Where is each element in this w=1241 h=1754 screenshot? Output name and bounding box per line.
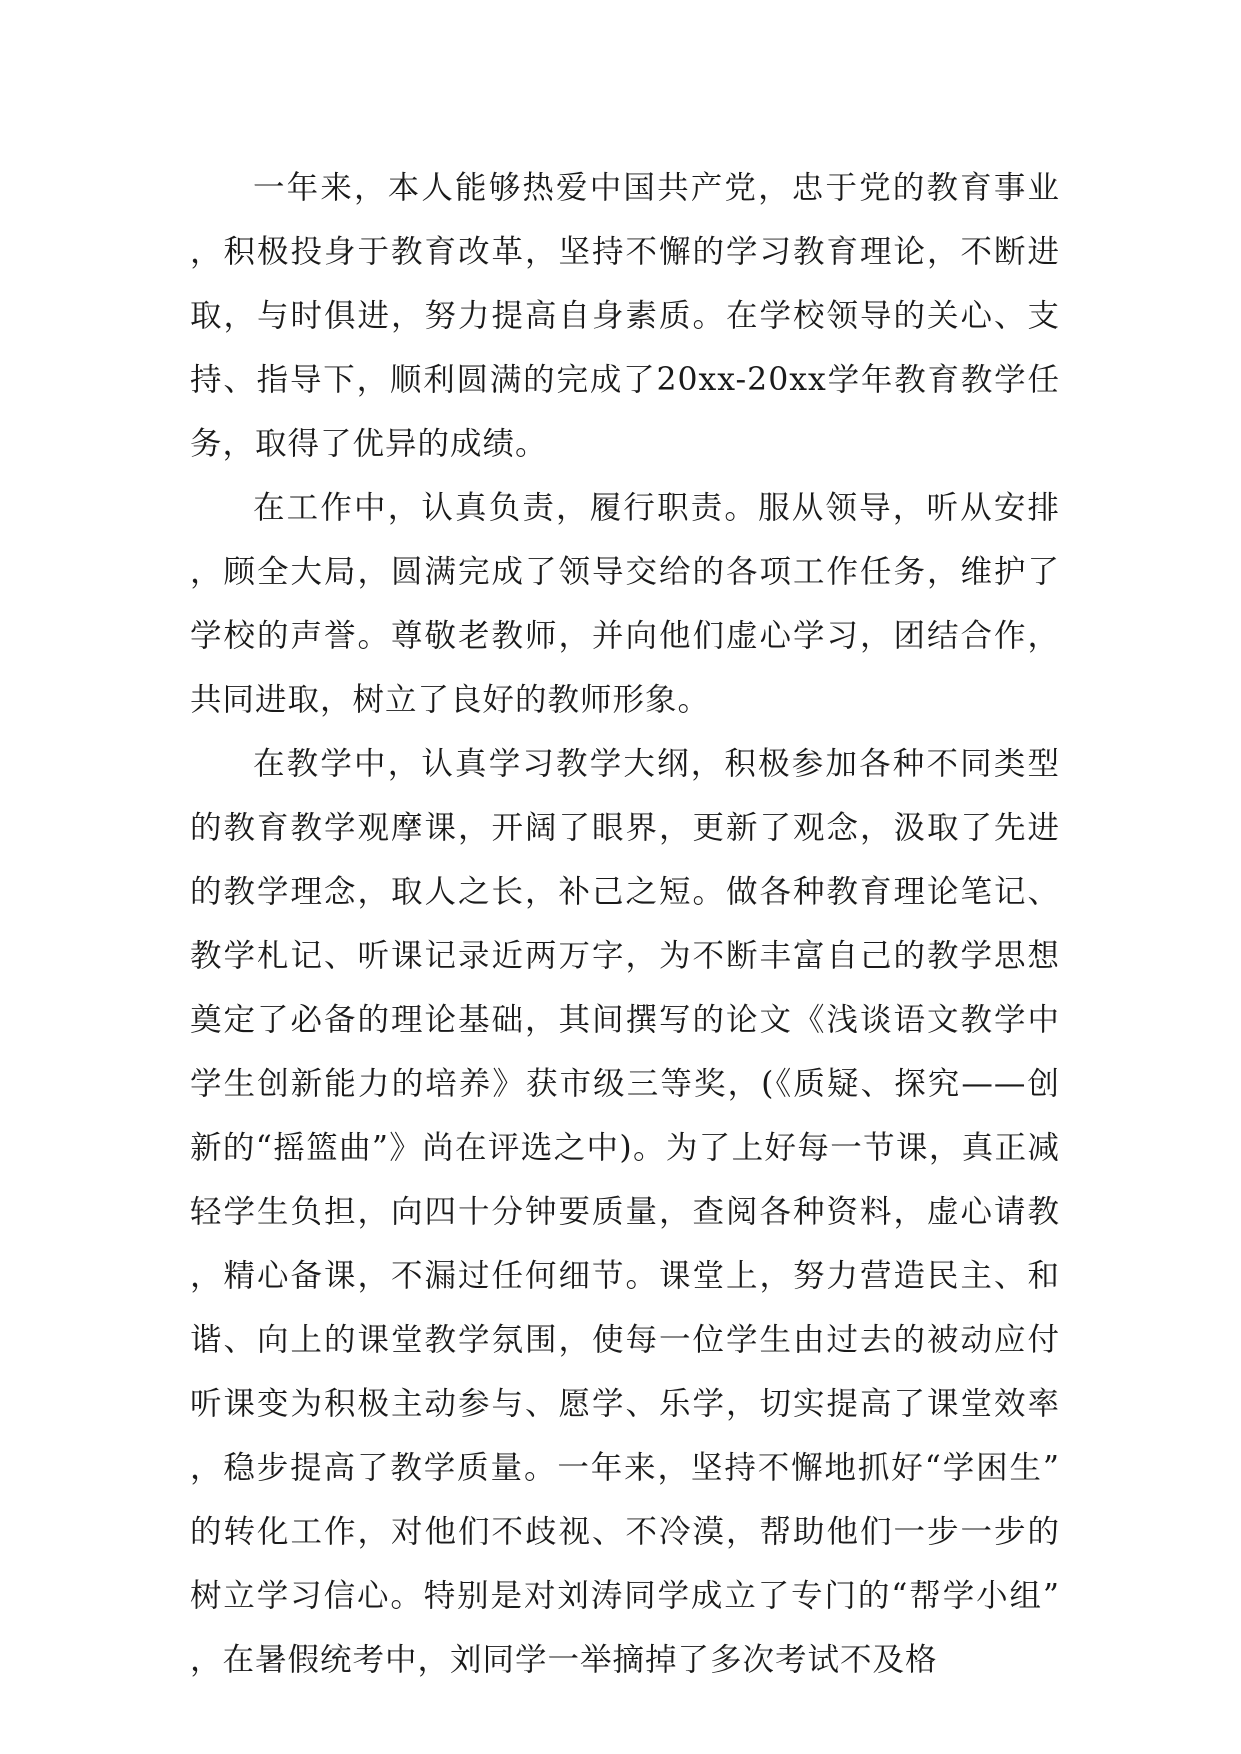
paragraph-3: 在教学中，认真学习教学大纲，积极参加各种不同类型的教育教学观摩课，开阔了眼界，更新了观念，汲取了先进的教学理念，取人之长，补己之短。做各种教育理论笔记、教学札记、听课记录近两万字，为不断丰富自己的教学思想奠定了必备的理论基础，其间撰写的论文《浅谈语文教学中学生创新能力的培养》获市级三等奖，(《质疑、探究——创新的“摇篮曲”》尚在评选之中)。为了上好每一节课，真正减轻学生负担，向四十分钟要质量，查阅各种资料，虚心请教，精心备课，不漏过任何细节。课堂上，努力营造民主、和谐、向上的课堂教学氛围，使每一位学生由过去的被动应付听课变为积极主动参与、愿学、乐学，切实提高了课堂效率，稳步提高了教学质量。一年来，坚持不懈地抓好“学困生”的转化工作，对他们不歧视、不冷漠，帮助他们一步一步的树立学习信心。特别是对刘涛同学成立了专门的“帮学小组”，在暑假统考中，刘同学一举摘掉了多次考试不及格 — [190, 746, 1060, 1678]
document-body — [190, 156, 1060, 1692]
paragraph-2: 在工作中，认真负责，履行职责。服从领导，听从安排，顾全大局，圆满完成了领导交给的各项工作任务，维护了学校的声誉。尊敬老教师，并向他们虚心学习，团结合作，共同进取，树立了良好的教师形象。 — [190, 490, 1060, 718]
paragraph-1: 一年来，本人能够热爱中国共产党，忠于党的教育事业，积极投身于教育改革，坚持不懈的学习教育理论，不断进取，与时俱进，努力提高自身素质。在学校领导的关心、支持、指导下，顺利圆满的完成了20xx-20xx学年教育教学任务，取得了优异的成绩。 — [190, 170, 1060, 462]
